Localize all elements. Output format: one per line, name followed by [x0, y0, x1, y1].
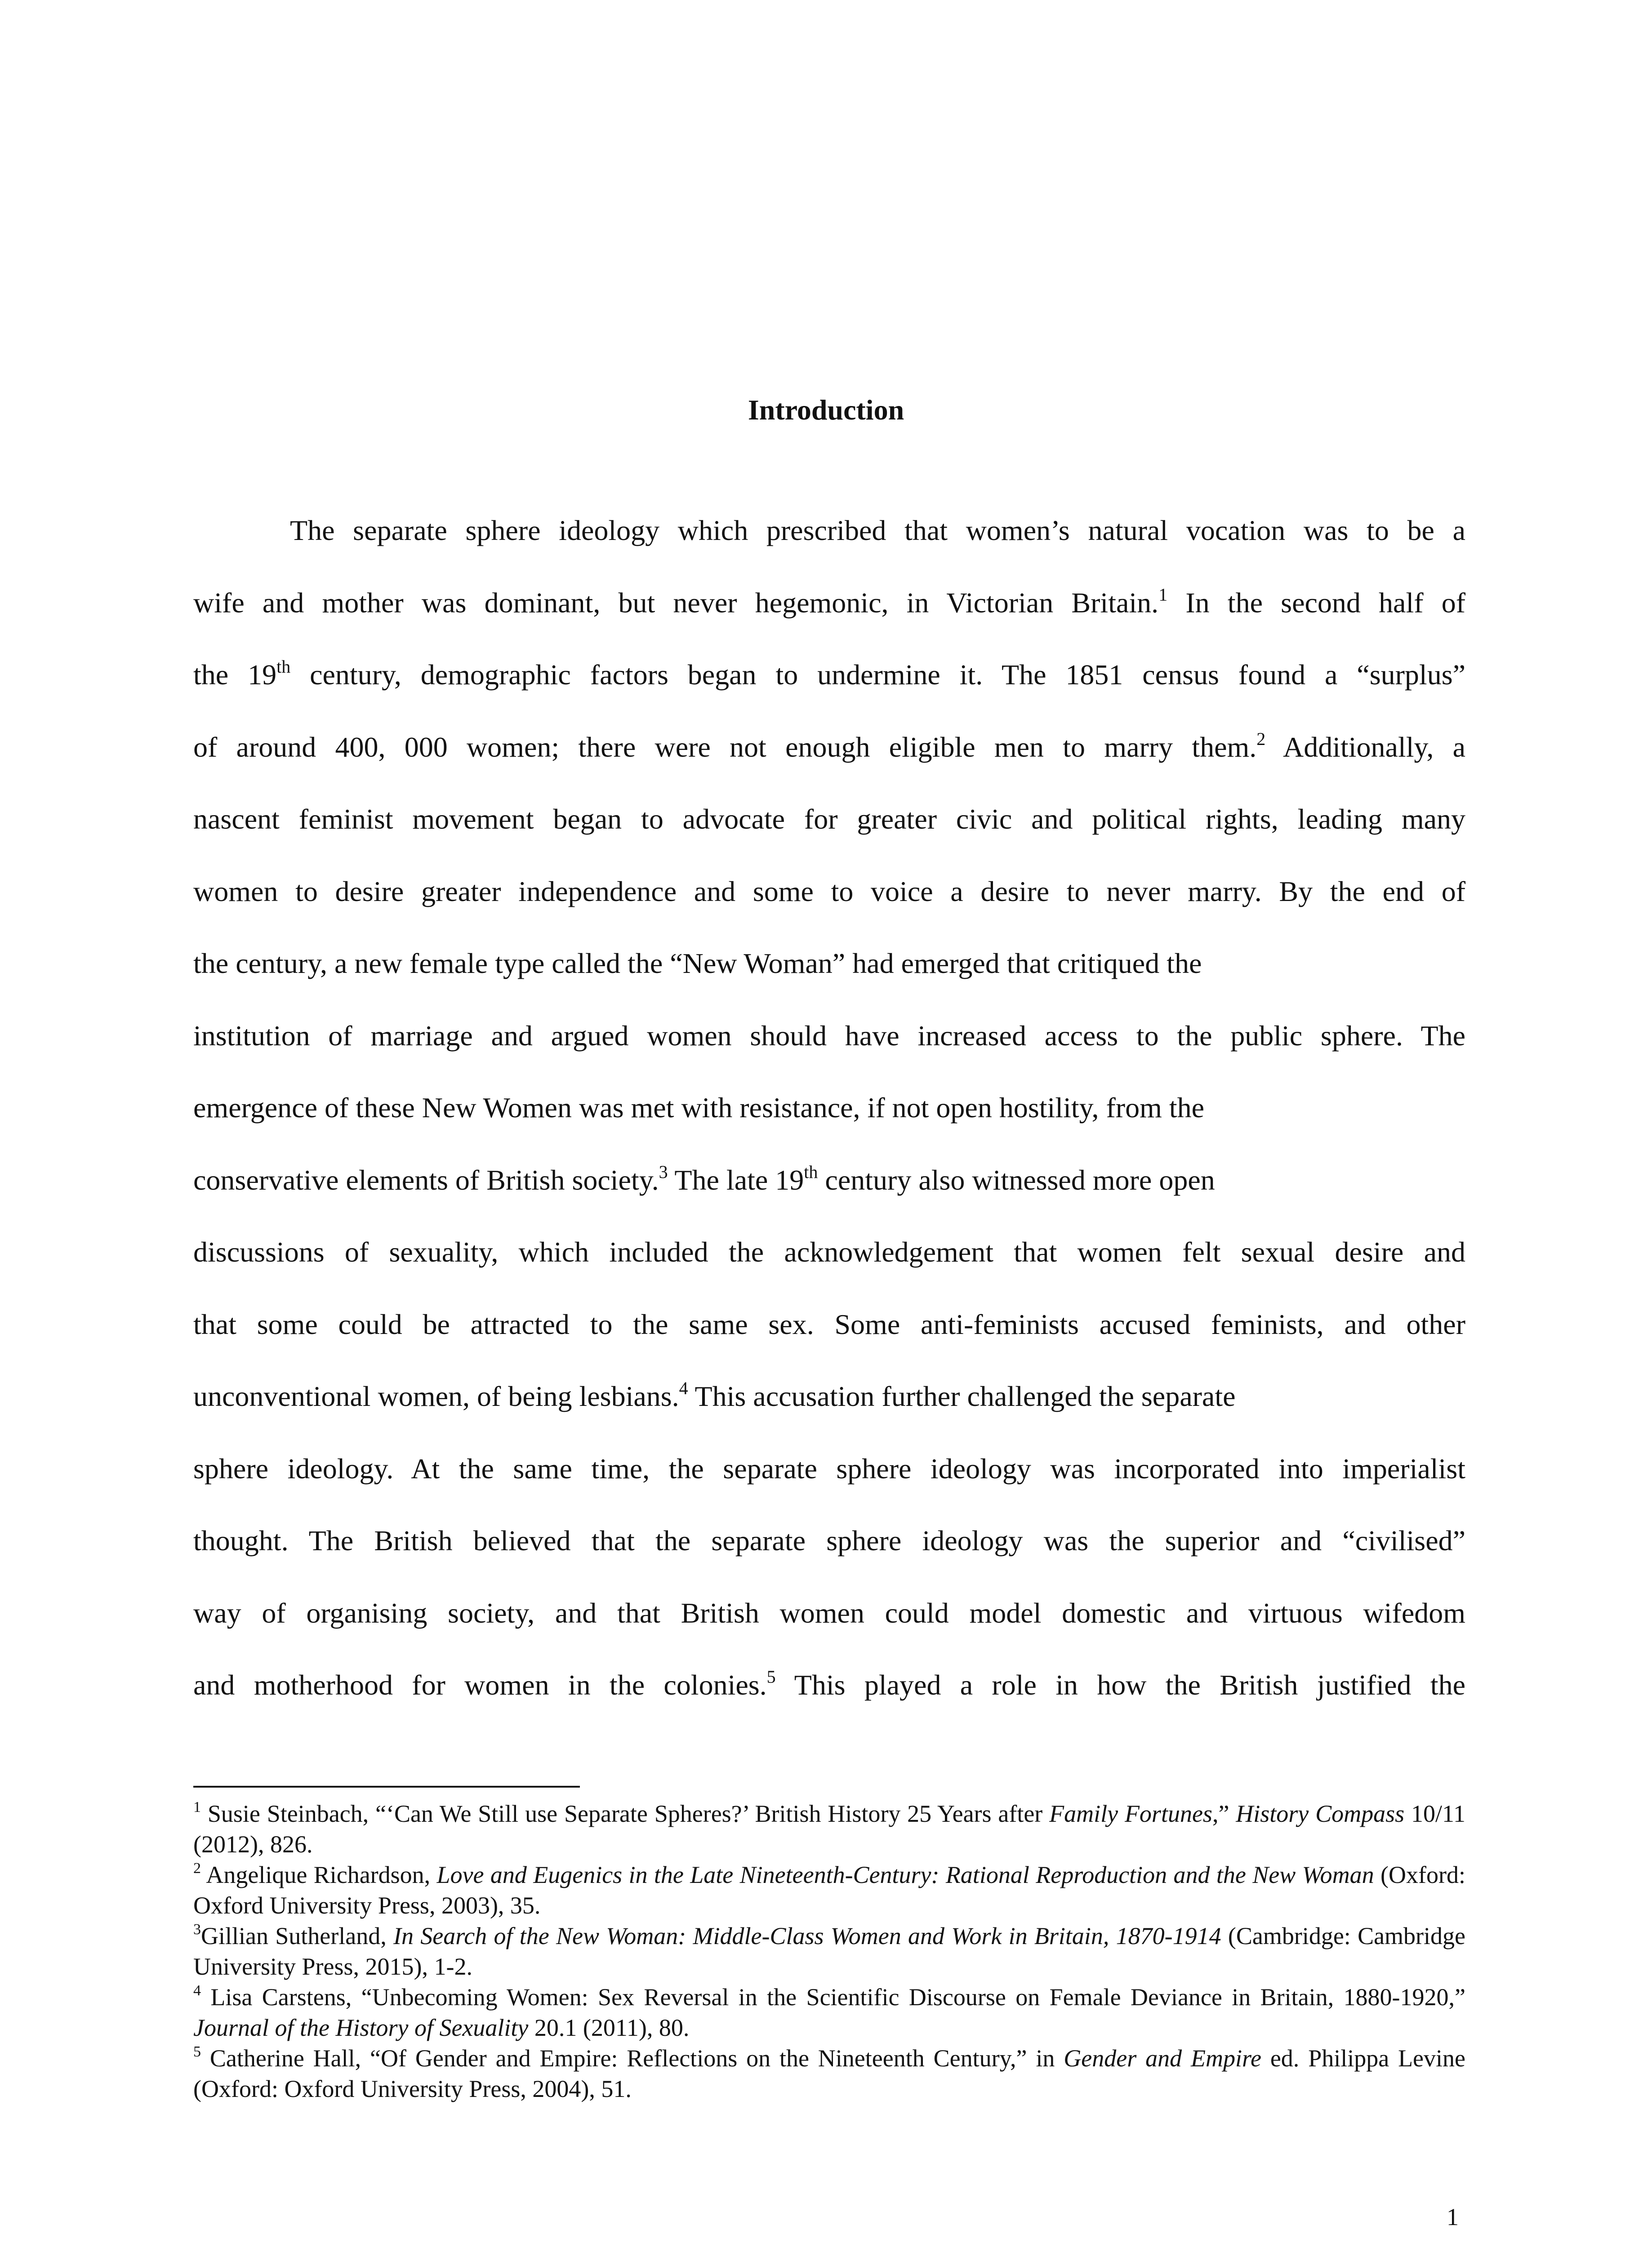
footnote-text: 20.1 (2011), 80.: [528, 2014, 690, 2041]
body-line: [193, 1216, 1465, 1289]
body-line: [193, 495, 1465, 567]
body-text: women to desire greater independence and some to voice a desire to never marry. By the end of: [193, 875, 1465, 907]
footnote-text: Lisa Carstens, “Unbecoming Women: Sex Reversal in the Scientific Discourse on Female Deviance in Britain, 1880-1920,”: [201, 1984, 1465, 2011]
body-line: [193, 1433, 1465, 1505]
body-line: [193, 856, 1465, 928]
body-line: [193, 1505, 1465, 1577]
body-line: [193, 1360, 1465, 1433]
footnote-number: 2: [193, 1860, 201, 1877]
body-text: nascent feminist movement began to advocate for greater civic and political rights, leading many: [193, 803, 1465, 835]
footnote-italic: Family Fortunes: [1049, 1800, 1212, 1827]
body-text: institution of marriage and argued women should have increased access to the public sphere. The: [193, 1019, 1465, 1052]
body-text: sphere ideology. At the same time, the separate sphere ideology was incorporated into imperialist: [193, 1452, 1465, 1485]
body-text: thought. The British believed that the separate sphere ideology was the superior and “civilised”: [193, 1525, 1465, 1557]
body-line: [193, 1289, 1465, 1361]
body-text: and motherhood for women in the colonies.: [193, 1669, 767, 1701]
footnote-ref-5: 5: [766, 1667, 776, 1687]
body-line: [193, 783, 1465, 856]
footnote-text: Susie Steinbach, “‘Can We Still use Separate Spheres?’ British History 25 Years after: [201, 1800, 1050, 1827]
body-text: the century, a new female type called the “New Woman” had emerged that critiqued the: [193, 947, 1202, 979]
body-line: [193, 1144, 1465, 1217]
body-text: The late 19: [668, 1164, 804, 1196]
footnote-separator: [193, 1786, 580, 1788]
footnote-ref-3: 3: [659, 1161, 668, 1182]
footnote-number: 4: [193, 1982, 201, 1999]
footnote-italic: Love and Eugenics in the Late Nineteenth-Century: Rational Reproduction and the New Woman: [436, 1861, 1374, 1888]
body-line: [193, 567, 1465, 639]
footnote-number: 3: [193, 1921, 201, 1938]
footnote-text: Angelique Richardson,: [201, 1861, 437, 1888]
body-text: century, demographic factors began to undermine it. The 1851 census found a “surplus”: [290, 659, 1465, 691]
footnote-italic: Journal of the History of Sexuality: [193, 2014, 529, 2041]
body-line: [193, 928, 1465, 1000]
page-number: 1: [1447, 2203, 1459, 2230]
body-text: conservative elements of British society.: [193, 1164, 659, 1196]
body-text: wife and mother was dominant, but never hegemonic, in Victorian Britain.: [193, 586, 1159, 619]
body-text: that some could be attracted to the same sex. Some anti-feminists accused feminists, and other: [193, 1308, 1465, 1340]
footnote-3: [193, 1921, 1465, 1982]
body-text: century also witnessed more open: [818, 1164, 1215, 1196]
body-line: [193, 1649, 1465, 1722]
body-text: discussions of sexuality, which included the acknowledgement that women felt sexual desire and: [193, 1236, 1465, 1268]
footnote-number: 5: [193, 2043, 201, 2060]
footnote-1: [193, 1798, 1465, 1860]
page-heading: Introduction: [748, 394, 904, 426]
footnote-italic: Gender and Empire: [1064, 2045, 1261, 2072]
body-text: emergence of these New Women was met with resistance, if not open hostility, from the: [193, 1092, 1205, 1124]
footnote-text: Gillian Sutherland,: [201, 1922, 393, 1949]
footnotes: [193, 1798, 1465, 2104]
body-line: [193, 1000, 1465, 1072]
body-line: [193, 639, 1465, 711]
body-text: of around 400, 000 women; there were not enough eligible men to marry them.: [193, 731, 1257, 763]
ordinal-superscript: th: [276, 656, 291, 677]
footnote-text: ,”: [1212, 1800, 1236, 1827]
footnote-number: 1: [193, 1799, 201, 1815]
body-line: [193, 711, 1465, 784]
footnote-text: (Cambridge: Cambridge University Press, 2015), 1-2.: [193, 1922, 1466, 1980]
footnote-text: Catherine Hall, “Of Gender and Empire: Reflections on the Nineteenth Century,” in: [201, 2045, 1064, 2072]
body-text: The separate sphere ideology which prescribed that women’s natural vocation was to be a: [290, 514, 1465, 546]
body-text: the 19: [193, 659, 277, 691]
body-line: [193, 1577, 1465, 1650]
footnote-ref-1: 1: [1158, 584, 1168, 605]
footnote-5: [193, 2043, 1465, 2104]
footnote-text: 10/11 (2012), 826.: [193, 1800, 1466, 1858]
footnote-4: [193, 1982, 1465, 2043]
footnote-text: (Oxford: Oxford University Press, 2003), 35.: [193, 1861, 1465, 1919]
footnote-italic: History Compass: [1236, 1800, 1405, 1827]
body-text: Additionally, a: [1265, 731, 1466, 763]
footnote-text: ed. Philippa Levine (Oxford: Oxford University Press, 2004), 51.: [193, 2045, 1465, 2102]
body-text: way of organising society, and that British women could model domestic and virtuous wifedom: [193, 1597, 1465, 1629]
footnote-italic: In Search of the New Woman: Middle-Class Women and Work in Britain, 1870-1914: [393, 1922, 1221, 1949]
body-text: This accusation further challenged the separate: [688, 1380, 1236, 1412]
footnote-ref-4: 4: [679, 1378, 688, 1398]
body-text: This played a role in how the British justified the: [775, 1669, 1466, 1701]
ordinal-superscript: th: [804, 1161, 818, 1182]
body-paragraph: [193, 495, 1465, 1722]
body-text: unconventional women, of being lesbians.: [193, 1380, 679, 1412]
footnote-ref-2: 2: [1256, 728, 1266, 749]
footnote-2: [193, 1860, 1465, 1921]
body-text: In the second half of: [1167, 586, 1466, 619]
body-line: [193, 1072, 1465, 1144]
